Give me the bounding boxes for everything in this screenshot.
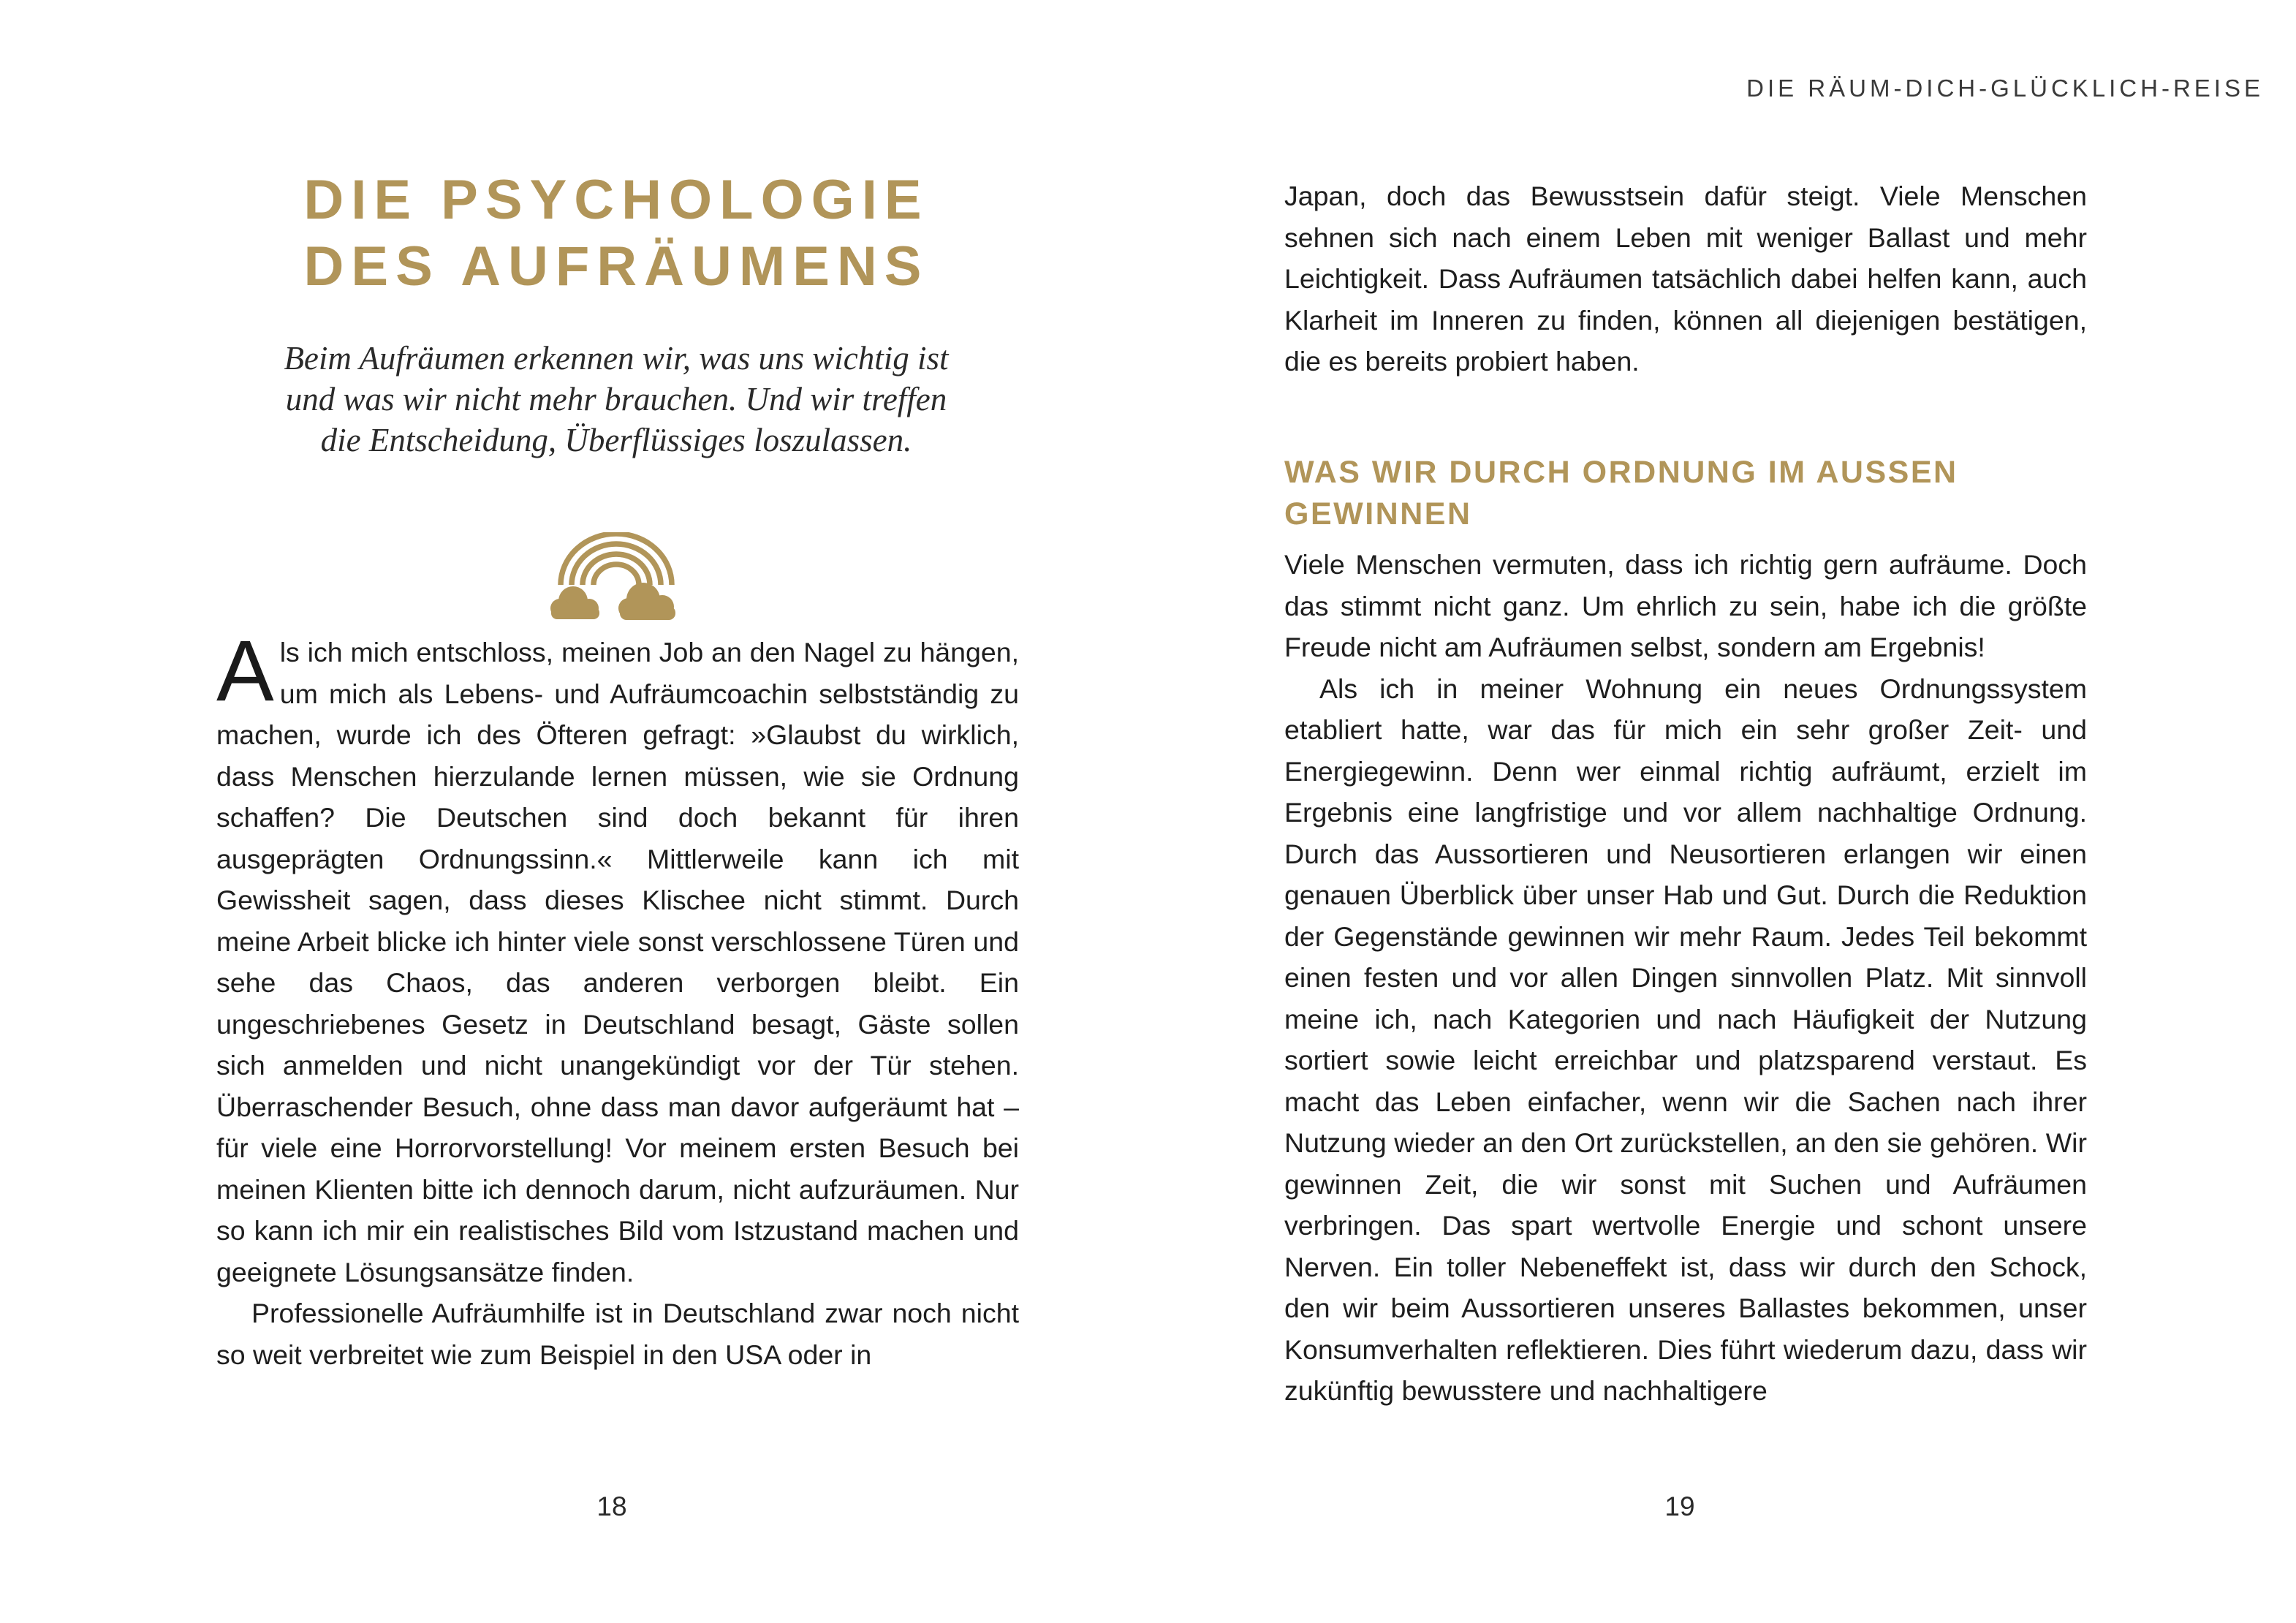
section-heading bbox=[1284, 452, 2087, 535]
body-paragraph: Professionelle Aufräumhilfe ist in Deutschland zwar noch nicht so weit verbreitet wie zum Beispiel in den USA oder in bbox=[216, 1298, 1019, 1370]
drop-cap: A bbox=[216, 623, 274, 719]
right-body-text-bottom bbox=[1284, 544, 2087, 1412]
body-paragraph: Als ich in meiner Wohnung ein neues Ordnungssystem etabliert hatte, war das für mich ein sehr großer Zeit- und Energiegewinn. Denn wer einmal richtig aufräumt, erzielt im Ergebnis eine langfristige und vor allem nachhaltige Ordnung. Durch das Aussortieren und Neusortieren erlangen wir einen genauen Überblick über unser Hab und Gut. Durch die Reduktion der Gegenstände gewinnen wir mehr Raum. Jedes Teil bekommt einen festen und vor allen Dingen sinnvollen Platz. Mit sinnvoll meine ich, nach Kategorien und nach Häufigkeit der Nutzung sortiert sowie leicht erreichbar und platzsparend verstaut. Es macht das Leben einfacher, wenn wir die Sachen nach ihrer Nutzung wieder an den Ort zurückstellen, an den sie gehören. Wir gewinnen Zeit, die wir sonst mit Suchen und Aufräumen verbringen. Das spart wertvolle Energie und schont unsere Nerven. Ein toller Nebeneffekt ist, dass wir durch den Schock, den wir beim Aussortieren unseres Ballastes bekommen, unser Konsumverhalten reflektieren. Dies führt wiederum dazu, dass wir zukünftig bewusstere und nachhaltigere bbox=[1284, 673, 2087, 1406]
subtitle-line-2: und was wir nicht mehr brauchen. Und wir treffen bbox=[285, 381, 947, 417]
paragraph-text: ls ich mich entschloss, meinen Job an den Nagel zu hängen, um mich als Lebens- und Aufräumcoachin selbstständig zu machen, wurde ich des Öfteren gefragt: »Glaubst du wirklich, dass Menschen hierzulande lernen müssen, wie sie Ordnung schaffen? Die Deutschen sind doch bekannt für ihren ausgeprägten Ordnungssinn.« Mittlerweile kann ich mit Gewissheit sagen, dass dieses Klischee nicht stimmt. Durch meine Arbeit blicke ich hinter viele sonst verschlossene Türen und sehe das Chaos, das anderen verborgen bleibt. Ein ungeschriebenes Gesetz in Deutschland besagt, Gäste sollen sich anmelden und nicht unangekündigt vor der Tür stehen. Überraschender Besuch, ohne dass man davor aufgeräumt hat – für viele eine Horrorvorstellung! Vor meinem ersten Besuch bei meinen Klienten bitte ich dennoch darum, nicht aufzuräumen. Nur so kann ich mir ein realistisches Bild vom Istzustand machen und geeignete Lösungsansätze finden. bbox=[216, 637, 1019, 1287]
page-number-left: 18 bbox=[596, 1491, 627, 1521]
body-paragraph: Viele Menschen vermuten, dass ich richtig gern aufräume. Doch das stimmt nicht ganz. Um ehrlich zu sein, habe ich die größte Freude nicht am Aufräumen selbst, sondern am Ergebnis! bbox=[1284, 549, 2087, 662]
section-heading-line-2: GEWINNEN bbox=[1284, 496, 1472, 531]
section-heading-line-1: WAS WIR DURCH ORDNUNG IM AUSSEN bbox=[1284, 455, 1958, 490]
subtitle-line-3: die Entscheidung, Überflüssiges loszulassen. bbox=[320, 422, 912, 458]
right-body-text-top bbox=[1284, 175, 2087, 382]
body-paragraph: Japan, doch das Bewusstsein dafür steigt. Viele Menschen sehnen sich nach einem Leben mit weniger Ballast und mehr Leichtigkeit. Dass Aufräumen tatsächlich dabei helfen kann, auch Klarheit im Inneren zu finden, können all diejenigen bestätigen, die es bereits probiert haben. bbox=[1284, 181, 2087, 377]
chapter-title-line-2: DES AUFRÄUMENS bbox=[303, 235, 929, 298]
chapter-title-line-1: DIE PSYCHOLOGIE bbox=[303, 169, 929, 231]
page-number-right: 19 bbox=[1664, 1491, 1695, 1521]
subtitle-line-1: Beim Aufräumen erkennen wir, was uns wichtig ist bbox=[284, 340, 949, 377]
running-header: DIE RÄUM-DICH-GLÜCKLICH-REISE bbox=[1746, 75, 2264, 102]
